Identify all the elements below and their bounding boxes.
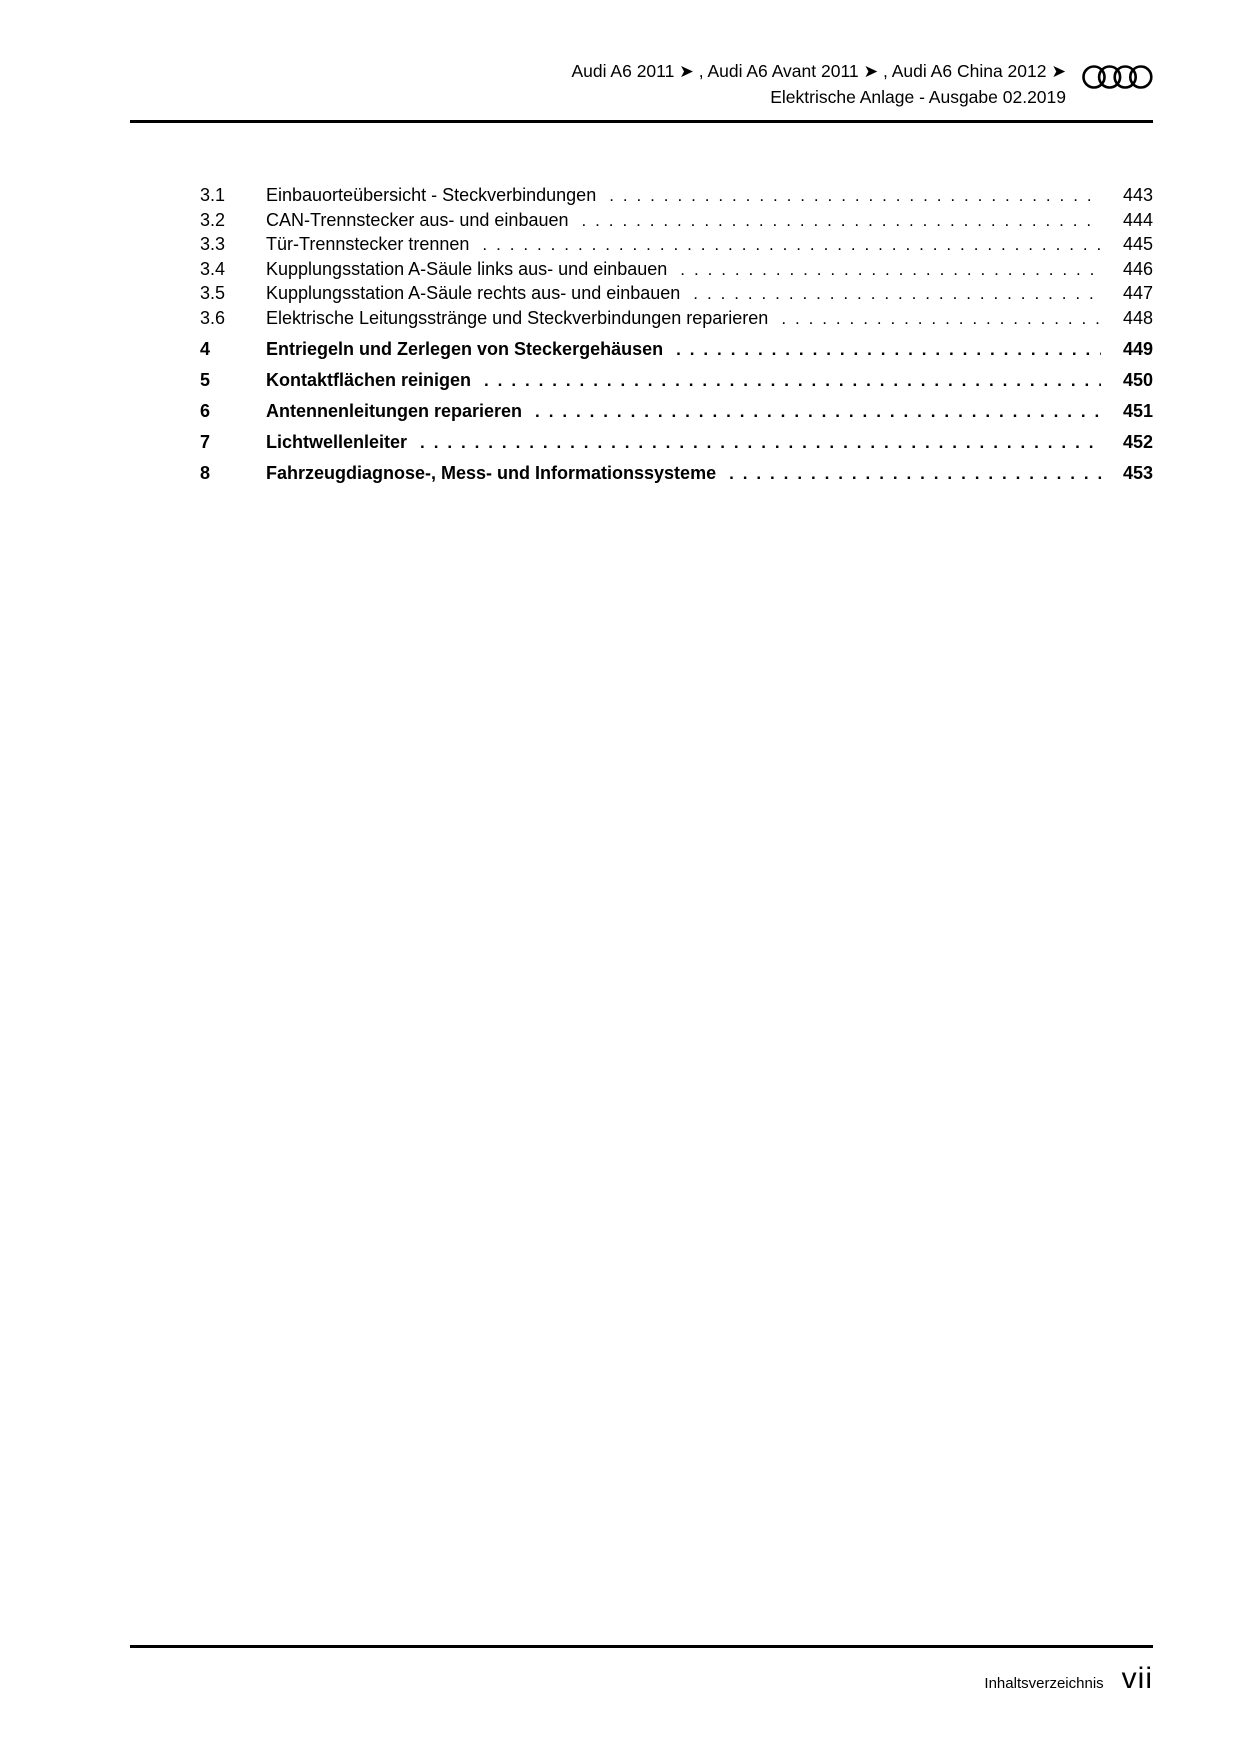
- toc-entry-title: Antennenleitungen reparieren: [266, 400, 523, 421]
- dot-leader: [482, 234, 1101, 255]
- toc-entry-title: Kupplungsstation A-Säule rechts aus- und einbauen: [266, 283, 681, 303]
- toc-entry-page: 445: [1122, 234, 1153, 254]
- toc-entry-page: 451: [1122, 400, 1153, 421]
- toc-entry-title: Fahrzeugdiagnose-, Mess- und Informationssysteme: [266, 462, 717, 483]
- dot-leader: [693, 283, 1101, 304]
- toc-entry-title: Kupplungsstation A-Säule links aus- und einbauen: [266, 258, 668, 279]
- toc-entry-title: Entriegeln und Zerlegen von Steckergehäusen: [266, 338, 664, 359]
- toc-entry: [200, 308, 1153, 333]
- toc-entry-title: CAN-Trennstecker aus- und einbauen: [266, 209, 569, 230]
- toc-entry: [200, 463, 1153, 488]
- toc-entry-title: Tür-Trennstecker trennen: [266, 234, 470, 254]
- toc-entry: [200, 234, 1153, 259]
- header-manual-line: Elektrische Anlage - Ausgabe 02.2019: [770, 87, 1066, 107]
- toc-entry-number: 8: [200, 462, 211, 483]
- toc-entry: [200, 432, 1153, 457]
- toc-entry-number: 3.4: [200, 258, 226, 279]
- toc-entry-page: 444: [1122, 209, 1153, 230]
- toc-entry-title: Einbauorteübersicht - Steckverbindungen: [266, 185, 597, 205]
- toc-entry-page: 453: [1122, 462, 1153, 483]
- toc-entry: [200, 259, 1153, 284]
- toc-entry-page: 448: [1122, 307, 1153, 328]
- toc-entry-number: 3.6: [200, 307, 226, 328]
- toc-entry: [200, 283, 1153, 308]
- header-text: [572, 58, 1067, 110]
- audi-rings-icon: [1082, 65, 1153, 89]
- page-footer: [130, 1645, 1153, 1696]
- toc-entry: [200, 210, 1153, 235]
- toc-entry-title: Lichtwellenleiter: [266, 431, 408, 452]
- toc-entry-page: 446: [1122, 258, 1153, 279]
- dot-leader: [582, 210, 1102, 231]
- toc-entry: [200, 339, 1153, 364]
- dot-leader: [535, 401, 1101, 422]
- document-page: [130, 0, 1153, 487]
- dot-leader: [729, 463, 1101, 484]
- toc-entry-title: Elektrische Leitungsstränge und Steckverbindungen reparieren: [266, 307, 769, 328]
- toc-entry-number: 7: [200, 431, 211, 452]
- toc-entry-page: 443: [1122, 185, 1153, 205]
- toc-entry: [200, 401, 1153, 426]
- toc-entry-number: 6: [200, 400, 211, 421]
- toc-entry-page: 449: [1122, 338, 1153, 359]
- dot-leader: [609, 185, 1101, 206]
- toc-entry-page: 447: [1122, 283, 1153, 303]
- dot-leader: [680, 259, 1101, 280]
- toc-entry: [200, 185, 1153, 210]
- toc-entry-number: 3.3: [200, 234, 226, 254]
- toc-entry-page: 450: [1122, 369, 1153, 390]
- toc-entry-number: 3.1: [200, 185, 226, 205]
- table-of-contents: [130, 185, 1153, 487]
- page-header: [130, 0, 1153, 123]
- footer-page-number: vii: [1121, 1662, 1153, 1695]
- toc-entry-number: 3.2: [200, 209, 226, 230]
- toc-entry-page: 452: [1122, 431, 1153, 452]
- toc-entry-number: 5: [200, 369, 211, 390]
- toc-entry: [200, 370, 1153, 395]
- dot-leader: [420, 432, 1101, 453]
- toc-entry-number: 3.5: [200, 283, 226, 303]
- dot-leader: [484, 370, 1101, 391]
- toc-entry-title: Kontaktflächen reinigen: [266, 369, 472, 390]
- header-model-line: Audi A6 2011 ➤ , Audi A6 Avant 2011 ➤ , Audi A6 China 2012 ➤: [571, 61, 1066, 81]
- dot-leader: [781, 308, 1101, 329]
- footer-section-label: Inhaltsverzeichnis: [984, 1675, 1104, 1692]
- dot-leader: [676, 339, 1101, 360]
- toc-entry-number: 4: [200, 338, 211, 359]
